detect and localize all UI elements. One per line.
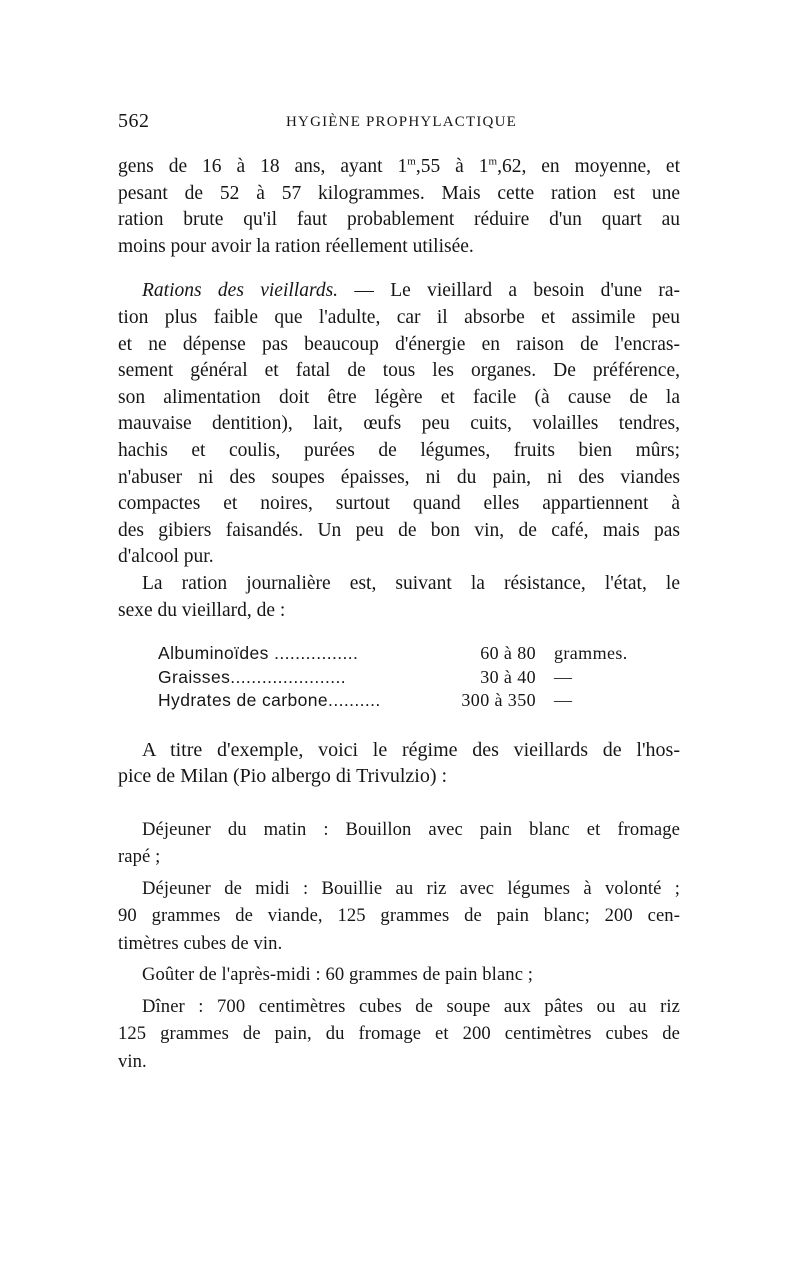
nutrient-name: Hydrates de carbone.......... [158,690,381,711]
text-line: 90 grammes de viande, 125 grammes de pain blanc; 200 cen- [118,905,680,927]
menu-lunch [118,875,680,958]
menu-snack [118,961,680,989]
text-line: et ne dépense pas beaucoup d'énergie en raison de l'encras- [118,333,680,355]
text-line: Déjeuner du matin : Bouillon avec pain blanc et fromage [142,818,680,840]
document-page [118,108,680,1075]
text-line: rapé ; [118,846,161,868]
text-line: tion plus faible que l'adulte, car il absorbe et assimile peu [118,306,680,328]
paragraph-milan-example [118,737,680,790]
text-line: Goûter de l'après-midi : 60 grammes de pain blanc ; [142,964,534,986]
text-line: des gibiers faisandés. Un peu de bon vin, de café, mais pas [118,519,680,541]
text-line: d'alcool pur. [118,546,214,568]
text-line: compactes et noires, surtout quand elles appartiennent à [118,493,680,515]
text-line: hachis et coulis, purées de légumes, fruits bien mûrs; [118,439,680,461]
paragraph-elderly-rations [118,278,680,571]
text-line: pesant de 52 à 57 kilogrammes. Mais cette ration est une [118,182,680,204]
text-line: A titre d'exemple, voici le régime des vieillards de l'hos- [142,738,680,761]
nutrient-unit: — [554,666,573,687]
page-number: 562 [118,110,150,132]
text-line: sexe du vieillard, de : [118,599,286,621]
table-row [158,689,680,713]
text-line: son alimentation doit être légère et facile (à cause de la [118,386,680,408]
text-line: La ration journalière est, suivant la résistance, l'état, le [142,572,680,594]
ration-table [158,642,680,713]
section-heading: Rations des vieillards. [142,280,339,302]
text-fragment: — Le vieillard a besoin d'une ra- [338,280,680,302]
text-line: 125 grammes de pain, du fromage et 200 centimètres cubes de [118,1023,680,1045]
nutrient-unit: — [554,690,573,711]
unit-superscript: m [488,155,498,168]
text-line: moins pour avoir la ration réellement utilisée. [118,235,474,257]
table-row [158,666,680,690]
table-row [158,642,680,666]
text-line: vin. [118,1050,147,1072]
text-line: mauvaise dentition), lait, œufs peu cuits, volailles tendres, [118,413,680,435]
paragraph-daily-ration [118,571,680,624]
text-line: ration brute qu'il faut probablement réduire d'un quart au [118,209,680,231]
nutrient-range: 300 à 350 [461,690,536,711]
text-line: gens de 16 à 18 ans, ayant 1$^m$,55 à 1$^m$,62, en moyenne, et [118,155,680,177]
text-line: pice de Milan (Pio albergo di Trivulzio) : [118,765,448,788]
running-head [118,108,680,134]
text-line: sement général et fatal de tous les organes. De préférence, [118,360,680,382]
unit-superscript: m [407,155,416,168]
nutrient-unit: grammes. [554,643,628,664]
text-line: Déjeuner de midi : Bouillie au riz avec légumes à volonté ; [142,877,680,899]
text-line: Dîner : 700 centimètres cubes de soupe aux pâtes ou au riz [142,995,680,1017]
text-line: n'abuser ni des soupes épaisses, ni du pain, ni des viandes [118,466,680,488]
paragraph-continuation [118,154,680,260]
text-line: timètres cubes de vin. [118,932,283,954]
nutrient-name: Graisses...................... [158,666,347,687]
menu-dinner [118,993,680,1076]
nutrient-range: 30 à 40 [480,666,536,687]
running-title: HYGIÈNE PROPHYLACTIQUE [286,114,517,130]
text-line [118,278,680,305]
menu-breakfast [118,816,680,871]
nutrient-name: Albuminoïdes ................ [158,643,359,664]
nutrient-range: 60 à 80 [480,643,536,664]
